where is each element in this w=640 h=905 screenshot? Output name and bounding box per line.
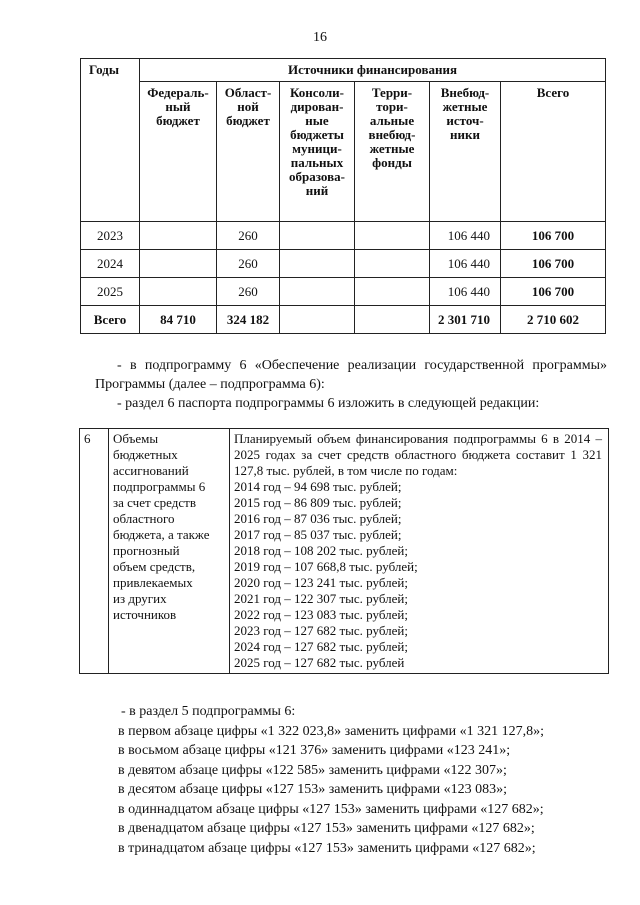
col-regional-header — [217, 82, 280, 222]
table-row — [81, 250, 606, 278]
col-header-text: Всего — [536, 85, 570, 100]
federal-cell: 84 710 — [140, 306, 217, 334]
federal-cell — [140, 278, 217, 306]
intro-paragraph-1: - в подпрограмму 6 «Обеспечение реализации государственной программы» Программы (далее – подпрограмма 6): — [95, 358, 607, 392]
sources-header: Источники финансирования — [140, 59, 606, 82]
federal-cell — [140, 250, 217, 278]
passport-intro-text: Планируемый объем финансирования подпрограммы 6 в 2014 – 2025 годах за счет средств областного бюджета составит 1 321 127,8 тыс. рублей, в том числе по годам: — [234, 431, 602, 478]
year-line: 2015 год – 86 809 тыс. рублей; — [234, 495, 402, 510]
column-header-row — [81, 82, 606, 222]
amendments-list — [118, 702, 608, 858]
col-header-text: Терри- тори- альные внебюд- жетные фонды — [368, 85, 416, 170]
extra-cell: 2 301 710 — [430, 306, 501, 334]
amendment-line: в тринадцатом абзаце цифры «127 153» заменить цифрами «127 682»; — [118, 840, 536, 856]
col-header-text: Консоли- дирован- ные бюджеты муници- пальных образова- ний — [289, 85, 345, 198]
regional-cell: 260 — [217, 222, 280, 250]
col-total-header — [501, 82, 606, 222]
total-cell: 106 700 — [501, 278, 606, 306]
year-cell: 2023 — [81, 222, 140, 250]
year-line: 2019 год – 107 668,8 тыс. рублей; — [234, 559, 418, 574]
table-row — [81, 278, 606, 306]
amendment-line: в десятом абзаце цифры «127 153» заменить цифрами «123 083»; — [118, 782, 508, 797]
year-line: 2024 год – 127 682 тыс. рублей; — [234, 639, 408, 654]
col-extra-header — [430, 82, 501, 222]
territorial-cell — [355, 278, 430, 306]
extra-cell: 106 440 — [430, 222, 501, 250]
territorial-cell — [355, 222, 430, 250]
regional-cell: 260 — [217, 250, 280, 278]
col-header-text: Област- ной бюджет — [224, 85, 272, 128]
federal-cell — [140, 222, 217, 250]
col-header-text: Федераль- ный бюджет — [147, 85, 209, 128]
territorial-cell — [355, 306, 430, 334]
col-federal-header — [140, 82, 217, 222]
year-line: 2020 год – 123 241 тыс. рублей; — [234, 575, 408, 590]
passport-row-name — [109, 429, 230, 674]
intro-paragraph-2: - раздел 6 паспорта подпрограммы 6 изложить в следующей редакции: — [117, 396, 540, 411]
year-cell: 2025 — [81, 278, 140, 306]
regional-cell: 260 — [217, 278, 280, 306]
amendment-line: в одиннадцатом абзаце цифры «127 153» заменить цифрами «127 682»; — [118, 801, 544, 817]
year-cell: Всего — [81, 306, 140, 334]
extra-cell: 106 440 — [430, 278, 501, 306]
regional-cell: 324 182 — [217, 306, 280, 334]
amendment-line: в первом абзаце цифры «1 322 023,8» заменить цифрами «1 321 127,8»; — [118, 723, 544, 739]
year-line: 2018 год – 108 202 тыс. рублей; — [234, 543, 408, 558]
amendment-line: в двенадцатом абзаце цифры «127 153» заменить цифрами «127 682»; — [118, 821, 535, 836]
municipal-cell — [280, 222, 355, 250]
municipal-cell — [280, 306, 355, 334]
year-line: 2021 год – 122 307 тыс. рублей; — [234, 591, 408, 606]
page-number: 16 — [313, 30, 327, 45]
passport-name-text: Объемы бюджетных ассигнований подпрограммы 6 за счет средств областного бюджета, а также прогнозный объем средств, привлекаемых из других источников — [113, 431, 210, 622]
territorial-cell — [355, 250, 430, 278]
col-territorial-header — [355, 82, 430, 222]
total-cell: 2 710 602 — [501, 306, 606, 334]
municipal-cell — [280, 250, 355, 278]
passport-table — [79, 428, 609, 674]
total-cell: 106 700 — [501, 222, 606, 250]
year-line: 2022 год – 123 083 тыс. рублей; — [234, 607, 408, 622]
year-line: 2017 год – 85 037 тыс. рублей; — [234, 527, 402, 542]
year-cell: 2024 — [81, 250, 140, 278]
year-line: 2025 год – 127 682 тыс. рублей — [234, 655, 405, 670]
table-row — [81, 222, 606, 250]
year-line: 2016 год – 87 036 тыс. рублей; — [234, 511, 402, 526]
years-header: Годы — [81, 59, 140, 222]
passport-row-number: 6 — [80, 429, 109, 674]
col-municipal-header — [280, 82, 355, 222]
passport-row-value — [230, 429, 609, 674]
year-line: 2014 год – 94 698 тыс. рублей; — [234, 479, 402, 494]
year-line: 2023 год – 127 682 тыс. рублей; — [234, 623, 408, 638]
table-row-total — [81, 306, 606, 334]
passport-row — [80, 429, 609, 674]
table-header-row — [81, 59, 606, 82]
amendment-line: в девятом абзаце цифры «122 585» заменить цифрами «122 307»; — [118, 762, 507, 778]
municipal-cell — [280, 278, 355, 306]
total-cell: 106 700 — [501, 250, 606, 278]
extra-cell: 106 440 — [430, 250, 501, 278]
col-header-text: Внебюд- жетные источ- ники — [440, 85, 490, 142]
amendment-line: - в раздел 5 подпрограммы 6: — [121, 704, 296, 719]
amendment-line: в восьмом абзаце цифры «121 376» заменить цифрами «123 241»; — [118, 743, 511, 758]
financing-table — [80, 58, 606, 334]
